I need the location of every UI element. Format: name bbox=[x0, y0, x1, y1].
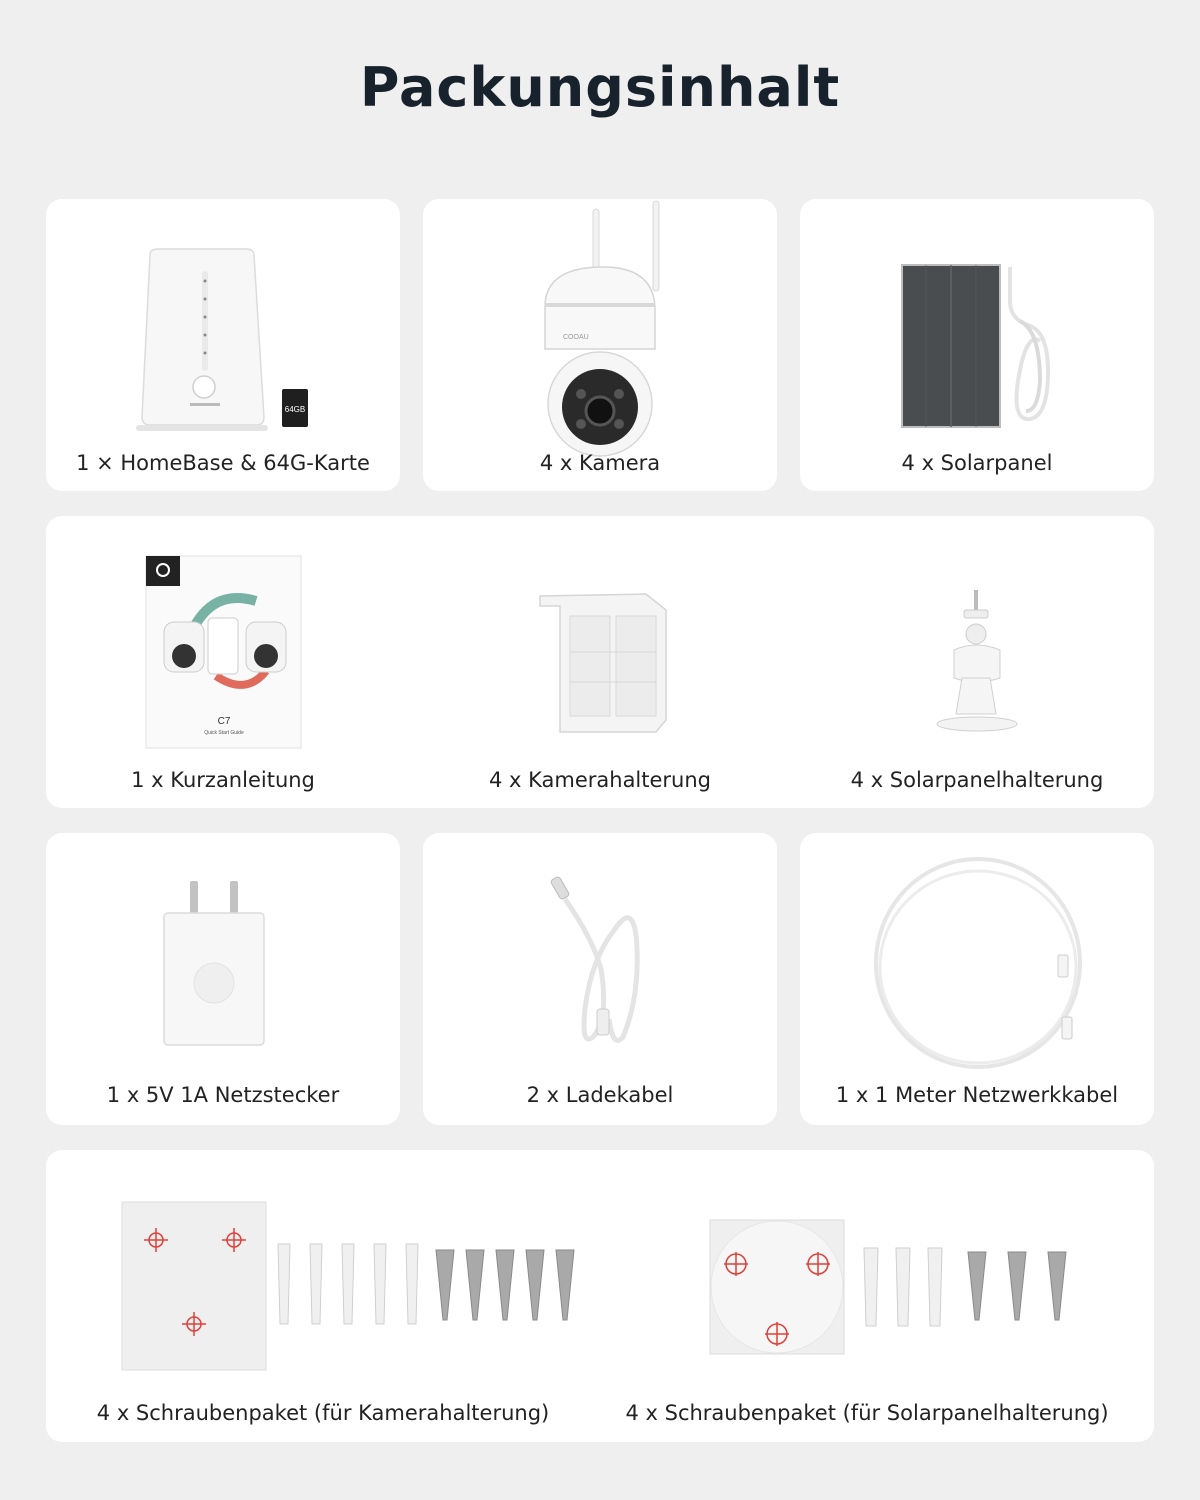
camera-brand: COOAU bbox=[563, 334, 589, 341]
item-card-camera bbox=[423, 199, 777, 491]
item-label: 1 x 1 Meter Netzwerkkabel bbox=[835, 1083, 1119, 1107]
power-adapter-icon bbox=[162, 879, 272, 1049]
guide-model: C7 bbox=[217, 716, 231, 727]
item-card-charging-cable bbox=[423, 833, 777, 1125]
sd-card-text: 64GB bbox=[284, 405, 306, 414]
homebase-icon bbox=[136, 247, 336, 437]
item-label: 2 x Ladekabel bbox=[526, 1083, 674, 1107]
item-label: 4 x Solarpanel bbox=[901, 451, 1053, 475]
item-label: 4 x Kamerahalterung bbox=[488, 768, 712, 792]
screw-kit-icon bbox=[120, 1200, 580, 1372]
quick-guide-icon bbox=[146, 556, 302, 749]
screw-kit-icon bbox=[708, 1218, 1074, 1356]
item-card-solar-panel bbox=[800, 199, 1154, 491]
item-card-network-cable bbox=[800, 833, 1154, 1125]
page-title: Packungsinhalt bbox=[359, 56, 841, 119]
camera-icon bbox=[533, 199, 673, 449]
camera-mount-icon bbox=[536, 592, 670, 734]
network-cable-icon bbox=[872, 857, 1084, 1069]
item-label: 1 × HomeBase & 64G-Karte bbox=[76, 451, 370, 475]
item-label: 1 x 5V 1A Netzstecker bbox=[106, 1083, 340, 1107]
solar-panel-icon bbox=[900, 261, 1070, 431]
item-card-homebase bbox=[46, 199, 400, 491]
item-label: 4 x Schraubenpaket (für Solarpanelhalterung) bbox=[625, 1401, 1109, 1425]
item-card-power-adapter bbox=[46, 833, 400, 1125]
charging-cable-icon bbox=[553, 869, 653, 1053]
item-label: 4 x Schraubenpaket (für Kamerahalterung) bbox=[96, 1401, 550, 1425]
solar-mount-icon bbox=[934, 588, 1020, 734]
item-label: 1 x Kurzanleitung bbox=[131, 768, 315, 792]
item-label: 4 x Solarpanelhalterung bbox=[850, 768, 1104, 792]
item-label: 4 x Kamera bbox=[539, 451, 661, 475]
guide-subtitle: Quick Start Guide bbox=[204, 730, 244, 736]
